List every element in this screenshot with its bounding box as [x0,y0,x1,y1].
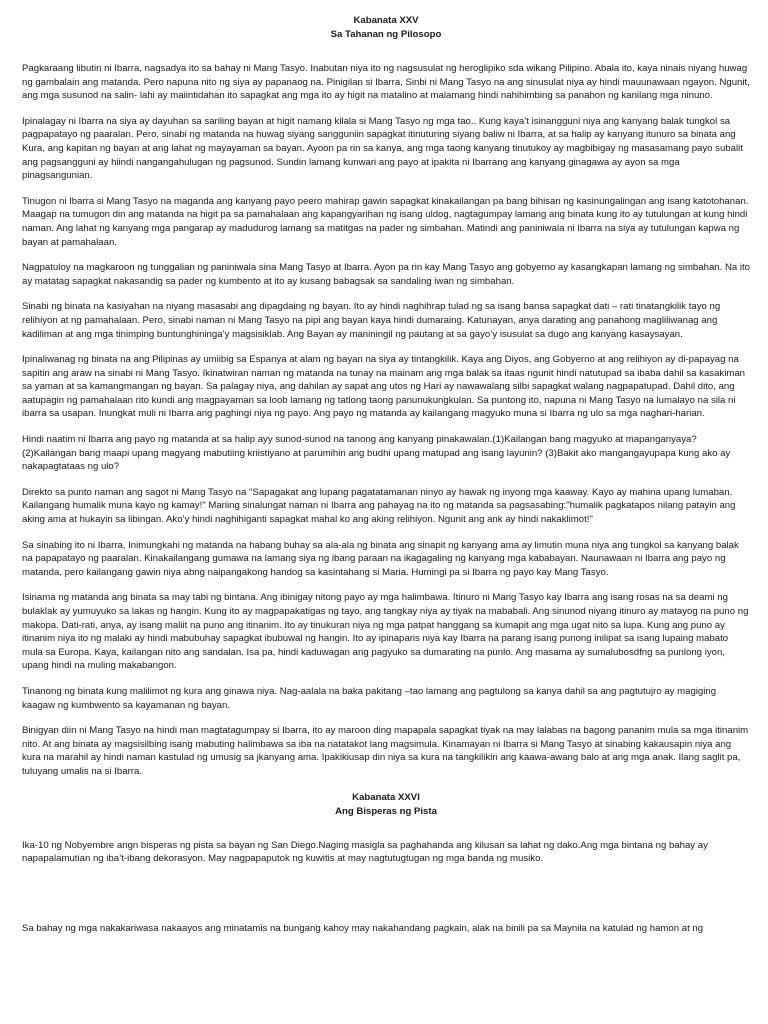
chapter-title: Ang Bisperas ng Pista [335,805,437,817]
chapter-number: Kabanata XXVI [352,791,420,803]
paragraph: Isinama ng matanda ang binata sa may tabi ng bintana. Ang ibinigay nitong payo ay mga halimbawa. Itinuro ni Mang Tasyo kay Ibarra ang isang rosas na sa deami ng bulaklak ay yumuyuko sa lakas ng hangin. Kung ito ay magpapakatigas ng tayo, ang tangkay niya ay tiyak na mababali. Ang sinunod niyang itinuro ay matayog na puno ng makopa. Dati-rati, anya, ay isang maliit na puno ang itinanim. Ito ay tinukuran niya ng mga patpat hanggang sa kumapit ang mga ugat nito sa lupa. Kung ang puno ay itinanim niya ito ng malaki ay hindi mabubuhay sapagkat ibubuwal ng hangin. Ito ay ipinaparis niya kay Ibarra na parang isang punong inilipat sa isang lupaing mabato mula sa Europa. Kaya, kailangan nito ang sandalan. Isa pa, hindi kaduwagan ang pagyuko sa dumarating na punlo. Ang masama ay sumalubosdfng sa punlong iyon, upang hindi na muling makabangon. [22,592,749,672]
chapter-title: Sa Tahanan ng Pilosopo [330,29,442,40]
paragraph: Direkto sa punto naman ang sagot ni Mang Tasyo na "Sapagakat ang lupang pagatatamanan ninyo ay hawak ng inyong mga kaaway. Kayo ay mahina upang lumaban. Kailangang humalik muna kayo ng kamay!" Mariing sinalungat naman ni Ibarra ang pahayag na ito ng matanda sa pagsasabing:"humalik pagkatapos nilang patayin ang aking ama at hukayin sa libingan. Ako’y hindi naghihiganti sapagkat mahal ko ang aking relihiyon. Ngunit ang ank ay hindi nakaklimot!" [22,486,736,526]
paragraph: Ipinalagay ni Ibarra na siya ay dayuhan sa sariling bayan at higit namang kilala si Mang Tasyo ng mga tao.. Kung kaya’t isinangguni niya ang kanyang balak tungkol sa pagpapatayo ng paaralan. Pero, sinabi ng matanda na huwag siyang sangguniin sapagkat itinuturing siyang baliw ni Ibarra, at sa halip ay kanyang itunuro sa binata ang Kura, ang kapitan ng bayan at ang lahat ng mayayaman sa bayan. Ayoon pa rin sa kanya, ang mga taong kanyang tinutukoy ay magbibigay ng masasamang payo subalit ang pagsangguni ay hiindi nangangahulugan ng pagsunod. Sundin lamang kunwari ang payo at ipakita ni Ibarrang ang kanyang ginagawa ay ayon sa mga pinagsangunian. [22,115,743,182]
chapter-heading [22,14,750,42]
paragraph: Nagpatuloy na magkaroon ng tunggalian ng paniniwala sina Mang Tasyo at Ibarra. Ayon pa rin kay Mang Tasyo ang gobyerno ay kasangkapan lamang ng simbahan. Na ito ay matatag sapagkat nakasandig sa pader ng kumbento at ito ay kusang babagsak sa sandaling iwan ng simbahan. [22,262,751,287]
paragraph: Binigyan diin ni Mang Tasyo na hindi man magtatagumpay si Ibarra, ito ay maroon ding mapapala sapagkat tiyak na may lalabas na bagong pananim mula sa mga itinanim nito. At ang binata ay magsisilbing isang mabuting halimbawa sa iba na natatakot lang magsimula. Kinamayan ni Ibarra si Mang Tasyo at sinabing kakausapin niya ang kura na marahil ay hindi naman kastulad ng umusig sa jkanyang ama. Ipakikiusap din niya sa kura na tangkilikin ang kaawa-awang balo at ang mga anak. Ilang saglit pa, tuluyang umalis na si Ibarra. [22,725,749,777]
paragraph: Ipinaliwanag ng binata na ang Pilipinas ay umiibig sa Espanya at alam ng bayan na siya ay tintangkilik. Kaya ang Diyos, ang Gobyerno at ang relihiyon ay di-papayag na sapitin ang araw na sinabi ni Mang Tasyo. Ikinatwiran naman ng matanda na tunay na mainam ang mga balak sa itaas ngunit hindi natutupad sa ibaba dahil sa kasakiman sa yaman at sa kamangmangan ng bayan. Sa palagay niya, ang dahilan ay sapat ang utos ng Hari ay nawawalang silbi sapagkat walang nagpapatupad. Dahil dito, ang aatupagin ng pamahalaan rito kundi ang magpayaman sa loob lamang ng tatlong taong panunukungkulan. Sa puntong ito, napuna ni Mang Tasyo na lumalayo na sila ni ibarra sa usapan. Inungkat muli ni Ibarra ang paghingi niya ng payo. Ang payo ng matanda ay kailangang magyuko muna si Ibarra ng ulo sa mga naghari-harian. [22,354,746,420]
paragraph: Sinabi ng binata na kasiyahan na niyang masasabi ang dipagdaing ng bayan. Ito ay hindi naghihrap tulad ng sa isang bansa sapagkat dati – rati tinatangkilik tayo ng relihiyon at ng pamahalaan. Pero, sinabi naman ni Mang Tasyo na pipi ang bayan kaya hindi dumaraing. Katunayan, anya darating ang panahong magliliwanag ang kadiliman at ang mga tinimping buntunghiningа’y magsisiklab. Ang Bayan ay maniningil ng pautang at sa gayo’y isusulat sa dugo ang kanyang kasaysayan. [22,301,721,340]
document-page [22,14,750,935]
paragraph: Hindi naatim ni Ibarra ang payo ng matanda at sa halip ayy sunod-sunod na tanong ang kanyang pinakawalan.(1)Kailangan bang magyuko at mapanganyaya?(2)Kailangan bang maapi upang magyang mabutiing kriistiyano at parumihin ang budhi upang matupad ang isang layunin? (3)Bakit ako mangangayupapa kung ako ay nakapagtataas ng ulo? [22,434,731,473]
paragraph: Ika-10 ng Nobyembre angn bisperas ng pista sa bayan ng San Diego.Naging masigla sa paghahanda ang kilusan sa lahat ng dako.Ang mga bintana ng bahay ay napapalamutian ng iba’t-ibang dekorasyon. May nagpapaputok ng kuwitis at may nagtutugtugan ng mga banda ng musiko. [22,839,708,865]
paragraph: Sa sinabing ito ni Ibarra, Inimungkahi ng matanda na habang buhay sa ala-ala ng binata ang sinapit ng kanyang ama ay limutin muna niya ang tungkol sa kanyang balak na papapatayo ng paaralan. Kinakailangang gumawa na lamang siya ng ibang paraan na ikagagaling ng kanyang mga kababayan. Naunawaan ni Ibarra ang payo ng matanda, pero kailangang gawin niya abng naipangakong handog sa kasintahang si Maria. Humingi pa si Ibarra ng payo kay Mang Tasyo. [22,539,739,578]
paragraph: Pagkaraang libutin ni Ibarra, nagsadya ito sa bahay ni Mang Tasyo. Inabutan niya ito ng nagsusulat ng heroglipiko sda wikang Pilipino. Abala ito, kaya ninais niyang huwag ng gambalain ang matanda. Pero napuna nito ng siya ay papanaog na. Pinigilan si Ibarra, Sinbi ni Mang Tasyo na ang sinusulat niya ay hindi mauunawaan ngayon. Ngunit, ang mga susunod na salin- lahi ay maiintidahan ito sapagkat ang mga ito ay higit na matalino at malamang hindi nahihimbing sa panahon ng kanilang mga ninuno. [22,63,750,102]
page-gap [22,878,750,922]
chapter-number: Kabanata XXV [353,15,419,26]
chapter-heading [22,791,750,819]
truncated-paragraph: Sa bahay ng mga nakakariwasa nakaayos ang minatamis na bungang kahoy may nakahandang pagkain, alak na binili pa sa Maynila na katulad ng hamon at ng [22,922,704,934]
paragraph: Tinanong ng binata kung malilimot ng kura ang ginawa niya. Nag-aalala na baka pakitang –tao lamang ang pagtulong sa kanya dahil sa ang pagtutujro ay magiging kaagaw ng kumbwento sa kayamanan ng bayan. [22,685,717,711]
paragraph: Tinugon ni Ibarra si Mang Tasyo na maganda ang kanyang payo peero mahirap gawin sapagkat kinakailangan pa bang bihisan ng kasinungalingan ang isang katotohanan. Maagap na tumugon din ang matanda na higit pa sa pamahalaan ang kapangyarihan ng isang uldog, nagtagumpay lamang ang binata kung ito ay tutulungan at kung hindi naman. Ang lahat ng kanyang mga pangarap ay madudurog lamang sa matitgas na pader ng simbahan. Matindi ang paniniwala ni Ibarra na siya ay tutulungan kapwa ng bayan at pamahalaan. [22,195,749,248]
